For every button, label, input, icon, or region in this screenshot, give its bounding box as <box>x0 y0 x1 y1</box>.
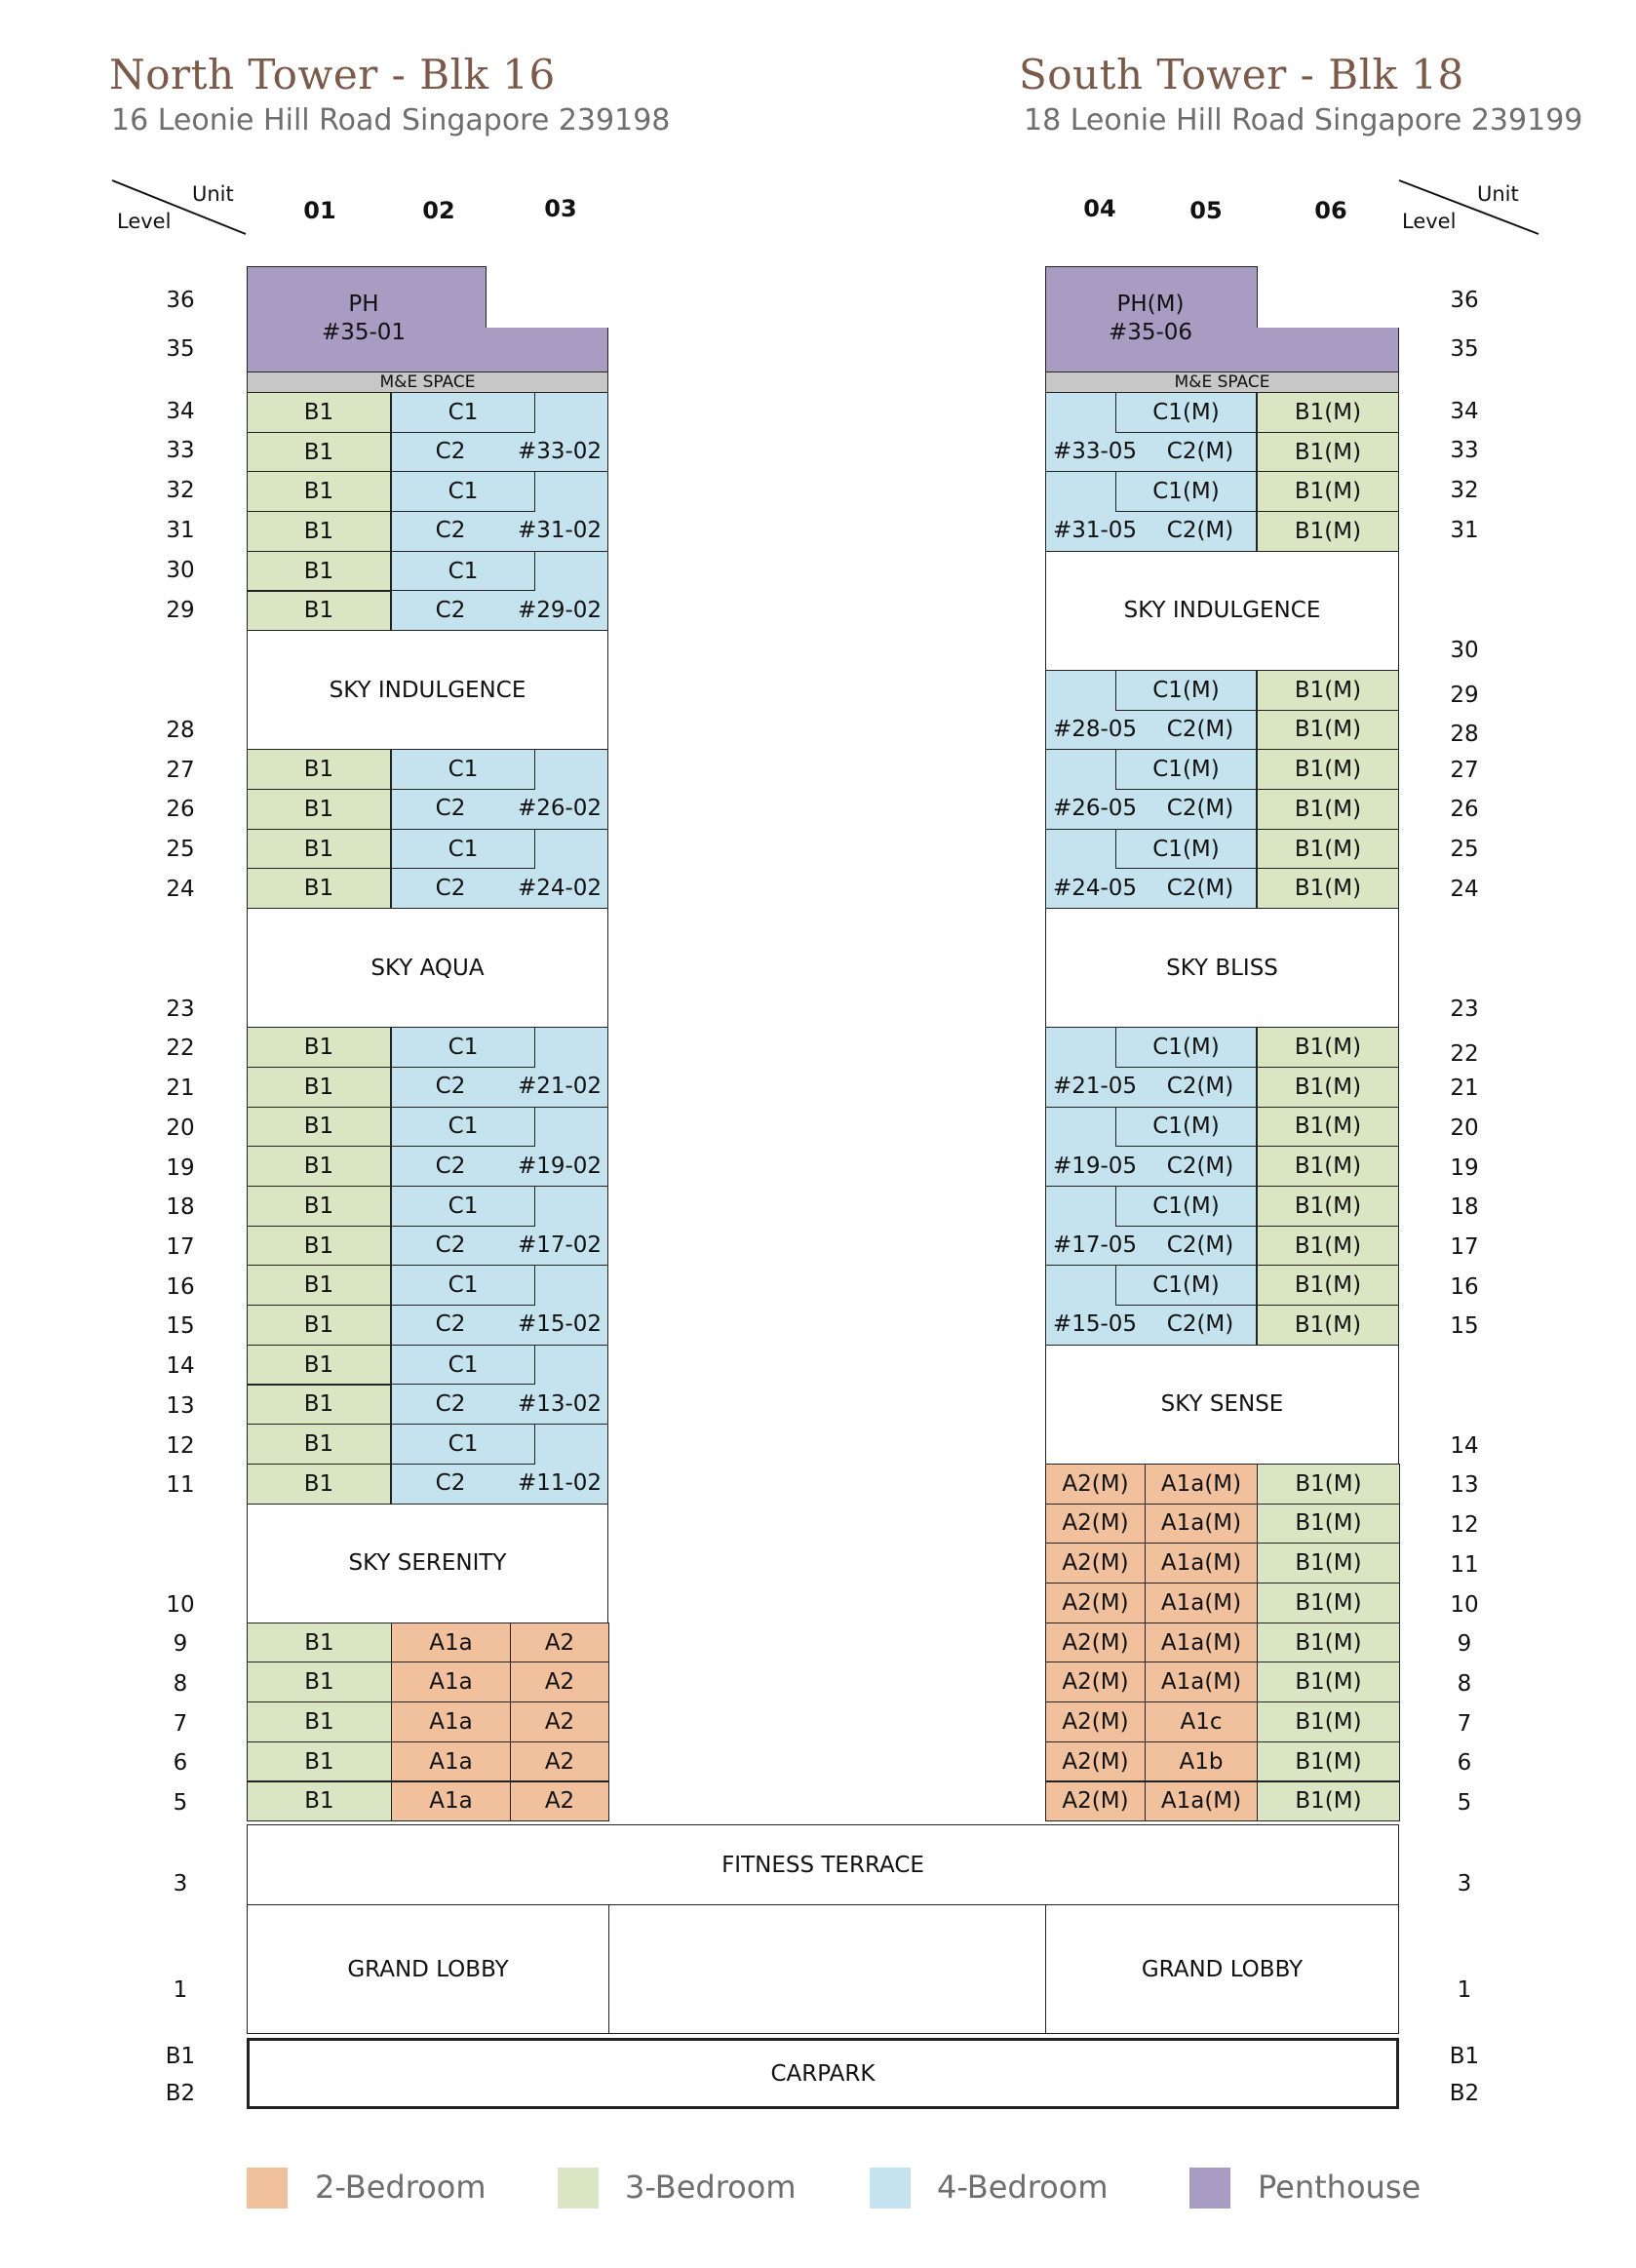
north-penthouse-lower <box>247 328 608 372</box>
south-duplex-unit-number: #15-05 <box>1052 1311 1138 1338</box>
south-unit-cell: B1(M) <box>1257 1464 1400 1505</box>
level-number-north: 27 <box>166 758 195 783</box>
level-number-south: 15 <box>1450 1313 1479 1339</box>
north-duplex-unit-number: #33-02 <box>517 439 603 465</box>
north-unit-cell: A1a <box>391 1781 511 1822</box>
north-sky-indulgence: SKY INDULGENCE <box>247 630 608 750</box>
level-number-north: 1 <box>173 1977 188 2003</box>
north-unit-b1: B1 <box>247 551 391 592</box>
north-unit-c2: C2 <box>435 1311 466 1338</box>
south-unit-b1m: B1(M) <box>1257 1107 1399 1148</box>
level-number-south: 32 <box>1450 478 1479 503</box>
south-unit-c1: C1(M) <box>1115 829 1257 870</box>
level-number-north: 3 <box>173 1871 188 1897</box>
south-unit-b1m: B1(M) <box>1257 749 1399 790</box>
column-header-04: 04 <box>1083 195 1116 222</box>
north-unit-b1: B1 <box>247 1464 391 1505</box>
level-number-north: 23 <box>166 997 195 1022</box>
legend-swatch-3-bedroom <box>558 2168 599 2209</box>
south-unit-cell: A2(M) <box>1045 1623 1146 1663</box>
north-grand-lobby: GRAND LOBBY <box>247 1904 609 2034</box>
level-number-south: 11 <box>1450 1552 1479 1578</box>
level-number-north: 12 <box>166 1433 195 1459</box>
north-unit-c2: C2 <box>435 1390 466 1417</box>
level-number-north: 9 <box>173 1631 188 1657</box>
north-unit-label: Unit <box>192 182 234 206</box>
level-number-north: 29 <box>166 598 195 623</box>
north-duplex-unit-number: #21-02 <box>517 1074 603 1100</box>
south-tower-title: South Tower - Blk 18 <box>1019 51 1464 98</box>
north-unit-b1: B1 <box>247 1424 391 1465</box>
south-unit-cell: B1(M) <box>1257 1741 1400 1782</box>
level-number-north: B2 <box>165 2081 196 2106</box>
north-level-label: Level <box>117 210 172 233</box>
north-me-space: M&E SPACE <box>247 371 608 393</box>
south-unit-cell: B1(M) <box>1257 1662 1400 1702</box>
level-number-south: 17 <box>1450 1234 1479 1260</box>
north-unit-b1: B1 <box>247 511 391 552</box>
south-unit-cell: A2(M) <box>1045 1741 1146 1782</box>
north-unit-c1: C1 <box>391 471 535 512</box>
south-duplex-unit-number: #21-05 <box>1052 1074 1138 1100</box>
south-unit-cell: A2(M) <box>1045 1701 1146 1742</box>
north-unit-c1: C1 <box>391 1345 535 1386</box>
north-unit-c1: C1 <box>391 392 535 433</box>
level-number-south: 16 <box>1450 1274 1479 1300</box>
north-unit-c2: C2 <box>435 439 466 465</box>
south-unit-c2: C2(M) <box>1166 1232 1234 1259</box>
north-duplex-unit-number: #19-02 <box>517 1153 603 1179</box>
north-unit-c2: C2 <box>435 875 466 901</box>
south-unit-c1: C1(M) <box>1115 1107 1257 1148</box>
south-unit-c1: C1(M) <box>1115 1186 1257 1227</box>
south-unit-c1: C1(M) <box>1115 1027 1257 1068</box>
south-unit-label: Unit <box>1477 182 1519 206</box>
north-unit-c1: C1 <box>391 829 535 870</box>
level-number-south: 14 <box>1450 1433 1479 1459</box>
south-unit-b1m: B1(M) <box>1257 1027 1399 1068</box>
south-unit-b1m: B1(M) <box>1257 1067 1399 1108</box>
level-number-north: B1 <box>165 2044 196 2069</box>
south-unit-cell: A1c <box>1145 1701 1258 1742</box>
south-unit-c2: C2(M) <box>1166 1074 1234 1100</box>
north-sky-serenity: SKY SERENITY <box>247 1504 608 1623</box>
north-unit-c2: C2 <box>435 796 466 822</box>
north-unit-b1: B1 <box>247 432 391 473</box>
south-unit-c1: C1(M) <box>1115 392 1257 433</box>
south-unit-cell: B1(M) <box>1257 1583 1400 1623</box>
south-unit-c2: C2(M) <box>1166 1153 1234 1179</box>
north-tower-address: 16 Leonie Hill Road Singapore 239198 <box>111 103 671 137</box>
north-unit-c2: C2 <box>435 1074 466 1100</box>
north-unit-b1: B1 <box>247 1226 391 1267</box>
north-unit-c1: C1 <box>391 1424 535 1465</box>
level-number-north: 36 <box>166 288 195 313</box>
south-unit-b1m: B1(M) <box>1257 710 1399 751</box>
south-unit-c2: C2(M) <box>1166 716 1234 742</box>
south-unit-cell: A1a(M) <box>1145 1781 1258 1822</box>
north-penthouse-unit: #35-01 <box>321 320 407 345</box>
south-duplex-unit-number: #33-05 <box>1052 439 1138 465</box>
south-unit-cell: B1(M) <box>1257 1543 1400 1584</box>
north-unit-cell: A1a <box>391 1741 511 1782</box>
level-number-north: 8 <box>173 1671 188 1697</box>
column-header-01: 01 <box>303 197 336 224</box>
level-number-south: 13 <box>1450 1472 1479 1498</box>
south-duplex-unit-number: #31-05 <box>1052 518 1138 544</box>
level-number-south: 7 <box>1457 1711 1472 1737</box>
north-unit-c2: C2 <box>435 1470 466 1497</box>
south-unit-cell: A2(M) <box>1045 1583 1146 1623</box>
north-unit-cell: A2 <box>510 1781 609 1822</box>
south-unit-b1m: B1(M) <box>1257 1186 1399 1227</box>
north-unit-c2: C2 <box>435 1153 466 1179</box>
north-unit-c1: C1 <box>391 1027 535 1068</box>
north-unit-b1: B1 <box>247 1265 391 1306</box>
south-sky-sense: SKY SENSE <box>1045 1345 1399 1465</box>
south-unit-b1m: B1(M) <box>1257 432 1399 473</box>
north-duplex-unit-number: #24-02 <box>517 875 603 901</box>
south-unit-cell: A2(M) <box>1045 1781 1146 1822</box>
north-unit-b1: B1 <box>247 749 391 790</box>
north-unit-cell: B1 <box>247 1701 392 1742</box>
column-header-02: 02 <box>422 197 455 224</box>
level-number-north: 24 <box>166 877 195 902</box>
level-number-south: 35 <box>1450 336 1479 362</box>
north-duplex-unit-number: #29-02 <box>517 597 603 623</box>
level-number-south: 1 <box>1457 1977 1472 2003</box>
level-number-north: 35 <box>166 336 195 362</box>
south-unit-cell: B1(M) <box>1257 1781 1400 1822</box>
north-duplex-unit-number: #31-02 <box>517 518 603 544</box>
south-unit-cell: A2(M) <box>1045 1662 1146 1702</box>
north-unit-b1: B1 <box>247 1186 391 1227</box>
north-unit-b1: B1 <box>247 789 391 830</box>
north-unit-b1: B1 <box>247 1067 391 1108</box>
north-unit-b1: B1 <box>247 591 391 632</box>
level-number-south: 10 <box>1450 1592 1479 1618</box>
south-unit-c1: C1(M) <box>1115 1265 1257 1306</box>
north-duplex-unit-number: #13-02 <box>517 1390 603 1417</box>
south-unit-b1m: B1(M) <box>1257 392 1399 433</box>
north-unit-cell: A1a <box>391 1623 511 1663</box>
south-duplex-unit-number: #26-05 <box>1052 796 1138 822</box>
level-number-north: 5 <box>173 1790 188 1816</box>
north-unit-c1: C1 <box>391 1186 535 1227</box>
south-sky-bliss: SKY BLISS <box>1045 908 1399 1028</box>
level-number-north: 20 <box>166 1115 195 1141</box>
south-unit-b1m: B1(M) <box>1257 1226 1399 1267</box>
level-number-south: 31 <box>1450 518 1479 543</box>
level-number-north: 19 <box>166 1155 195 1181</box>
south-unit-cell: A1b <box>1145 1741 1258 1782</box>
level-number-north: 28 <box>166 718 195 743</box>
level-number-north: 16 <box>166 1274 195 1300</box>
fitness-terrace: FITNESS TERRACE <box>247 1824 1399 1905</box>
south-unit-cell: A1a(M) <box>1145 1504 1258 1545</box>
level-number-south: 28 <box>1450 722 1479 747</box>
north-unit-b1: B1 <box>247 1305 391 1346</box>
level-number-north: 31 <box>166 518 195 543</box>
legend-swatch-2-bedroom <box>247 2168 288 2209</box>
level-number-south: 5 <box>1457 1790 1472 1816</box>
level-number-north: 33 <box>166 438 195 463</box>
level-number-south: 24 <box>1450 877 1479 902</box>
level-number-south: 25 <box>1450 837 1479 862</box>
level-number-south: 6 <box>1457 1750 1472 1776</box>
south-unit-cell: A1a(M) <box>1145 1543 1258 1584</box>
column-header-03: 03 <box>544 195 577 222</box>
level-number-north: 15 <box>166 1313 195 1339</box>
level-number-south: 20 <box>1450 1115 1479 1141</box>
south-unit-b1m: B1(M) <box>1257 1265 1399 1306</box>
legend-label-penthouse: Penthouse <box>1258 2169 1422 2206</box>
south-me-space: M&E SPACE <box>1045 371 1399 393</box>
north-unit-b1: B1 <box>247 1385 391 1426</box>
level-number-south: 21 <box>1450 1075 1479 1101</box>
legend-label-3-bedroom: 3-Bedroom <box>625 2169 797 2206</box>
south-penthouse-lower <box>1045 328 1399 372</box>
level-number-south: 9 <box>1457 1631 1472 1657</box>
north-unit-cell: B1 <box>247 1623 392 1663</box>
south-unit-cell: A1a(M) <box>1145 1464 1258 1505</box>
south-unit-b1m: B1(M) <box>1257 868 1399 909</box>
south-unit-b1m: B1(M) <box>1257 1146 1399 1187</box>
north-unit-c1: C1 <box>391 1265 535 1306</box>
south-duplex-unit-number: #24-05 <box>1052 875 1138 901</box>
north-unit-c2: C2 <box>435 518 466 544</box>
column-header-05: 05 <box>1189 197 1223 224</box>
south-unit-c2: C2(M) <box>1166 439 1234 465</box>
level-number-north: 7 <box>173 1711 188 1737</box>
level-number-south: B1 <box>1449 2044 1480 2069</box>
south-grand-lobby: GRAND LOBBY <box>1045 1904 1399 2034</box>
level-number-south: 29 <box>1450 683 1479 708</box>
level-number-south: 8 <box>1457 1671 1472 1697</box>
level-number-south: 3 <box>1457 1871 1472 1897</box>
level-number-south: 26 <box>1450 797 1479 822</box>
north-unit-cell: B1 <box>247 1662 392 1702</box>
south-unit-b1m: B1(M) <box>1257 829 1399 870</box>
north-penthouse-name: PH <box>348 292 379 317</box>
level-number-north: 26 <box>166 797 195 822</box>
north-unit-cell: A1a <box>391 1701 511 1742</box>
north-unit-b1: B1 <box>247 829 391 870</box>
level-number-north: 14 <box>166 1353 195 1379</box>
north-unit-cell: A2 <box>510 1701 609 1742</box>
level-number-south: 22 <box>1450 1041 1479 1067</box>
north-unit-cell: A1a <box>391 1662 511 1702</box>
south-penthouse-unit: #35-06 <box>1108 320 1193 345</box>
south-unit-cell: A1a(M) <box>1145 1583 1258 1623</box>
south-unit-cell: A1a(M) <box>1145 1662 1258 1702</box>
south-unit-c1: C1(M) <box>1115 471 1257 512</box>
level-number-north: 11 <box>166 1472 195 1498</box>
south-sky-indulgence: SKY INDULGENCE <box>1045 551 1399 671</box>
north-unit-cell: B1 <box>247 1741 392 1782</box>
level-number-north: 25 <box>166 837 195 862</box>
north-unit-b1: B1 <box>247 392 391 433</box>
south-unit-c2: C2(M) <box>1166 875 1234 901</box>
south-unit-c1: C1(M) <box>1115 749 1257 790</box>
north-unit-b1: B1 <box>247 1345 391 1386</box>
south-unit-cell: A2(M) <box>1045 1464 1146 1505</box>
south-unit-cell: A2(M) <box>1045 1504 1146 1545</box>
level-number-south: 23 <box>1450 997 1479 1022</box>
south-unit-b1m: B1(M) <box>1257 1305 1399 1346</box>
legend-label-2-bedroom: 2-Bedroom <box>315 2169 487 2206</box>
south-unit-c1: C1(M) <box>1115 670 1257 711</box>
south-unit-b1m: B1(M) <box>1257 471 1399 512</box>
level-number-south: 33 <box>1450 438 1479 463</box>
north-duplex-unit-number: #17-02 <box>517 1232 603 1259</box>
south-unit-c2: C2(M) <box>1166 796 1234 822</box>
level-number-south: B2 <box>1449 2081 1480 2106</box>
north-duplex-unit-number: #26-02 <box>517 796 603 822</box>
north-tower-title: North Tower - Blk 16 <box>109 51 556 98</box>
level-number-south: 34 <box>1450 399 1479 424</box>
level-number-south: 12 <box>1450 1512 1479 1538</box>
south-unit-c2: C2(M) <box>1166 518 1234 544</box>
level-number-south: 18 <box>1450 1194 1479 1220</box>
level-number-north: 22 <box>166 1036 195 1061</box>
legend-swatch-4-bedroom <box>870 2168 911 2209</box>
north-unit-b1: B1 <box>247 1146 391 1187</box>
south-unit-b1m: B1(M) <box>1257 511 1399 552</box>
south-duplex-unit-number: #17-05 <box>1052 1232 1138 1259</box>
south-unit-cell: A2(M) <box>1045 1543 1146 1584</box>
north-unit-c2: C2 <box>435 597 466 623</box>
level-number-north: 10 <box>166 1592 195 1618</box>
south-unit-c2: C2(M) <box>1166 1311 1234 1338</box>
south-unit-cell: B1(M) <box>1257 1504 1400 1545</box>
north-unit-c1: C1 <box>391 1107 535 1148</box>
lobby-link-space <box>608 1904 1046 2034</box>
north-unit-cell: A2 <box>510 1662 609 1702</box>
level-number-north: 6 <box>173 1750 188 1776</box>
south-unit-cell: B1(M) <box>1257 1623 1400 1663</box>
level-number-north: 34 <box>166 399 195 424</box>
north-unit-c1: C1 <box>391 551 535 592</box>
south-duplex-unit-number: #19-05 <box>1052 1153 1138 1179</box>
level-number-south: 30 <box>1450 638 1479 663</box>
south-tower-address: 18 Leonie Hill Road Singapore 239199 <box>1024 103 1583 137</box>
north-unit-b1: B1 <box>247 1107 391 1148</box>
north-unit-b1: B1 <box>247 1027 391 1068</box>
level-number-north: 18 <box>166 1194 195 1220</box>
level-number-north: 32 <box>166 478 195 503</box>
level-number-north: 13 <box>166 1393 195 1419</box>
south-duplex-unit-number: #28-05 <box>1052 716 1138 742</box>
level-number-south: 36 <box>1450 288 1479 313</box>
north-unit-b1: B1 <box>247 868 391 909</box>
south-unit-cell: A1a(M) <box>1145 1623 1258 1663</box>
legend-label-4-bedroom: 4-Bedroom <box>937 2169 1109 2206</box>
north-unit-b1: B1 <box>247 471 391 512</box>
south-unit-cell: B1(M) <box>1257 1701 1400 1742</box>
north-sky-aqua: SKY AQUA <box>247 908 608 1028</box>
legend-swatch-penthouse <box>1189 2168 1230 2209</box>
level-number-north: 17 <box>166 1234 195 1260</box>
south-unit-b1m: B1(M) <box>1257 789 1399 830</box>
carpark: CARPARK <box>247 2038 1399 2109</box>
level-number-north: 21 <box>166 1075 195 1101</box>
north-duplex-unit-number: #11-02 <box>517 1470 603 1497</box>
column-header-06: 06 <box>1314 197 1347 224</box>
south-penthouse-name: PH(M) <box>1116 292 1185 317</box>
level-number-south: 27 <box>1450 758 1479 783</box>
north-duplex-unit-number: #15-02 <box>517 1311 603 1338</box>
south-unit-b1m: B1(M) <box>1257 670 1399 711</box>
north-unit-c1: C1 <box>391 749 535 790</box>
north-unit-cell: A2 <box>510 1741 609 1782</box>
level-number-south: 19 <box>1450 1155 1479 1181</box>
north-unit-cell: B1 <box>247 1781 392 1822</box>
level-number-north: 30 <box>166 558 195 583</box>
north-unit-cell: A2 <box>510 1623 609 1663</box>
north-unit-c2: C2 <box>435 1232 466 1259</box>
south-level-label: Level <box>1402 210 1457 233</box>
